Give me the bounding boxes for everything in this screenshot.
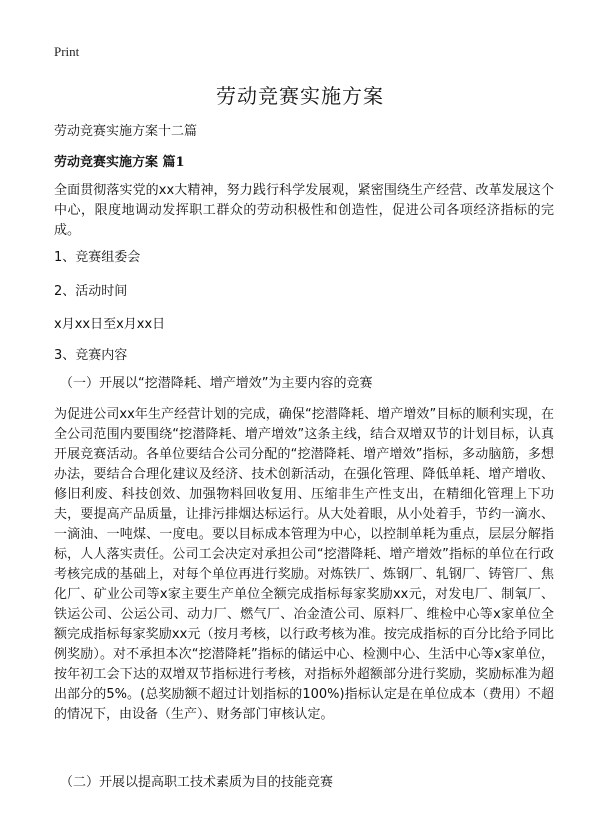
- subsection-heading-2: （二）开展以提高职工技术素质为目的技能竞赛: [60, 775, 334, 790]
- subsection-heading-1: （一）开展以“挖潜降耗、增产增效”为主要内容的竞赛: [60, 376, 373, 391]
- list-item-schedule: 2、活动时间: [54, 284, 128, 299]
- body-paragraph: 为促进公司xx年生产经营计划的完成，确保“挖潜降耗、增产增效”目标的顺利实现，在全公司范围内要围绕“挖潜降耗、增产增效”这条主线，结合双增双节的计划目标，认真开展竞赛活动。各单位要结合公司分配的“挖潜降耗、增产增效”指标，多动脑筋，多想办法，要结合合理化建议及经济、技术创新活动，在强化管理、降低单耗、增产增收、修旧利废、科技创效、加强物料回收复用、压缩非生产性支出，在精细化管理上下功夫，要提高产品质量，让排污排烟达标运行。从大处着眼，从小处着手，节约一滴水、一滴油、一吨煤、一度电。要以目标成本管理为中心，以控制单耗为重点，层层分解指标，人人落实责任。公司工会决定对承担公司“挖潜降耗、增产增效”指标的单位在行政考核完成的基础上，对每个单位再进行奖励。对炼铁厂、炼钢厂、轧钢厂、铸管厂、焦化厂、矿业公司等x家主要生产单位全额完成指标每家奖励xx元，对发电厂、制氧厂、铁运公司、公运公司、动力厂、燃气厂、冶金渣公司、原料厂、维检中心等x家单位全额完成指标每家奖励xx元（按月考核，以行政考核为准。按完成指标的百分比给予同比例奖励）。对不承担本次“挖潜降耗”指标的储运中心、检测中心、生活中心等x家单位，按年初工会下达的双增双节指标进行考核，对指标外超额部分进行奖励，奖励标准为超出部分的5%。(总奖励额不超过计划指标的100%)指标认定是在单位成本（费用）不超的情况下，由设备（生产）、财务部门审核认定。: [54, 407, 554, 722]
- schedule-dates: x月xx日至x月xx日: [54, 317, 166, 332]
- document-title: 劳动竞赛实施方案: [216, 84, 384, 108]
- list-item-content: 3、竞赛内容: [54, 348, 128, 363]
- list-item-committee: 1、竞赛组委会: [54, 250, 141, 265]
- section-heading: 劳动竞赛实施方案 篇1: [54, 155, 185, 170]
- print-link[interactable]: Print: [54, 44, 80, 59]
- intro-paragraph: 全面贯彻落实党的xx大精神，努力践行科学发展观，紧密围绕生产经营、改革发展这个中心，限度地调动发挥职工群众的劳动积极性和创造性，促进公司各项经济指标的完成。: [54, 183, 554, 238]
- document-subtitle: 劳动竞赛实施方案十二篇: [54, 124, 198, 139]
